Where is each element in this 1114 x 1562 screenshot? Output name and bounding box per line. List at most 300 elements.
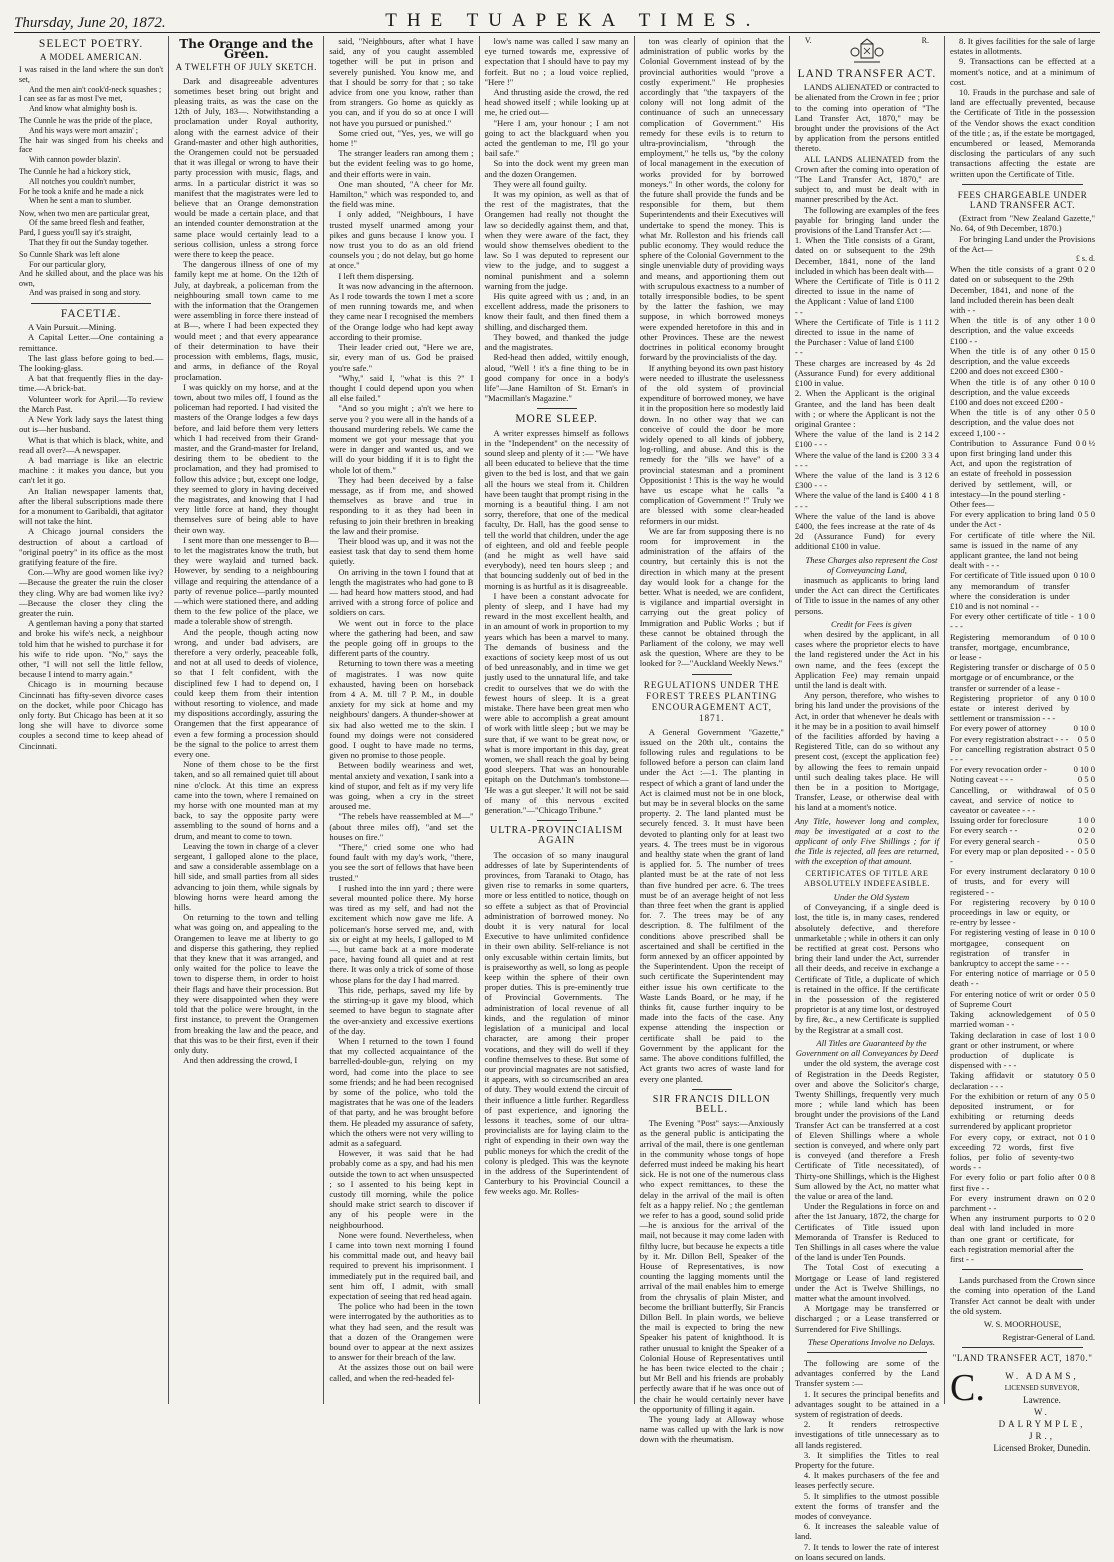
divider (962, 1269, 1083, 1270)
divider (692, 1089, 732, 1090)
advert-line: W. ADAMS, (1005, 1370, 1079, 1381)
fee-row (795, 276, 939, 317)
fee-amount: 0 2 0 (1077, 1192, 1096, 1203)
fee-label: Taking affidavit or statutory declaration - - - (950, 1070, 1074, 1091)
gazette-extract: (Extract from "New Zealand Gazette," No. 64, of 9th December, 1870.) (950, 213, 1096, 234)
poem-line: For he took a knife and he made a nick (19, 186, 144, 196)
divider (807, 1352, 927, 1353)
fee-row (795, 317, 939, 358)
royal-crest-icon (850, 38, 884, 66)
fee-amount: 1 0 0 (1077, 815, 1096, 826)
fee-row (950, 897, 1095, 928)
advantage-item: 3. It simplifies the Titles to real Property for the future. (794, 1449, 940, 1471)
paragraph: The dangerous illness of one of my family kept me at home. On the 12th of July, at daybreak, a policeman from the neighbouring small town came to me with the information that the Orangemen were assembling in force there instead of at B—, where I had been expected they would meet ; and that every appearance of their determination to have their procession with emblems, flags, music, and arms, in defiance of the Royal proclamation. (174, 259, 319, 382)
facetia-item: Chicago is in mourning because Cincinnati has fifty-seven divorce cases on the docket, while poor Chicago has only forty. But Chicago has been at it so long she will have to divorce some couples a second time to keep ahead of Cincinnati. (19, 679, 164, 751)
fee-label: When the title is of any other description, and the value exceeds £100 and does not exceed £200 - (950, 376, 1070, 407)
fee-label: For every registration abstract - - - (950, 733, 1069, 744)
fee-amount: 0 5 0 (1077, 743, 1096, 754)
fee-label: When any instrument purports to deal with land included in more than one grant or certificate, for each registration memorial after the first - - (950, 1213, 1074, 1264)
fee-label: Other fees— (950, 498, 995, 509)
newspaper-title: THE TUAPEKA TIMES. (385, 10, 761, 31)
poem-line: That they fit out the Sunday together. (29, 237, 149, 247)
paragraph: And the people, though acting now wrong, and under bad advisers, are therefore a very orderly, peaceable folk, and not at all used to deeds of violence, so that I felt confident, with the disciplined few I had to depend on, I could keep them from their intention without resorting to violence, and made my dispositions accordingly, assuring the Orangemen that the first appearance of even a few forming a procession should be the signal to the police to arrest them every one. (174, 626, 319, 760)
paragraph: A writer expresses himself as follows in the "Independent" on the necessity of sound sleep and plenty of it :— "We have all been educated to believe that the time given to the bed is lost, and that we gain all the hours we steal from it. Children have been taught that prompt rising in the morning is a beautiful thing. I am not sorry, therefore, that one of the medical faculty, Dr. Hall, has the good sense to tell the world that children, under the age of eighteen, and old and feeble people (and he might as well have said everybody), need ten hours sleep ; and that bouncing suddenly out of bed in the morning is as hurtful as it is disagreeable. (484, 427, 629, 591)
paragraph: However, it was said that he had probably come as a spy, and had his men outside the town to act when unsuspected ; so I assented to his being kept in custody till morning, while the police should make strict search to discover if any of his people were in the neighbourhood. (329, 1148, 474, 1230)
advert-line: LICENSED SURVEYOR, (1004, 1383, 1080, 1392)
poem-title: A MODEL AMERICAN. (40, 52, 143, 63)
fee-row (950, 632, 1095, 663)
paragraph: It was my opinion, as well as that of the rest of the magistrates, that the Orangemen had really not thought the law so decidedly against them, and that, when they were aware of the fact, they would show themselves obedient to the law. So I was deputed to represent our view to the judge, and to suggest a nominal punishment and a solemn warning from the judge. (484, 189, 629, 291)
fee-label: For every power of attorney (950, 723, 1047, 734)
fee-row (795, 235, 939, 276)
advert-line: W. DALRYMPLE, JR., (998, 1406, 1086, 1441)
poem-stanza (19, 167, 163, 205)
paragraph: I left them dispersing. (338, 270, 414, 281)
fee-label: For registering recovery by proceedings in law or equity, or re-entry by lessee - (950, 896, 1070, 928)
fee-amount: 0 5 0 (1077, 835, 1096, 846)
fee-row (950, 968, 1095, 988)
fee-label: When the title is of any other description, and the value does not exceed 1,100 - - (950, 407, 1074, 438)
fee-amount: 0 15 0 (1073, 345, 1096, 356)
forest-trees-heading: REGULATIONS UNDER THE FOREST TREES PLANTING ENCOURAGEMENT ACT, 1871. (643, 679, 780, 723)
facetia-item: A Capital Letter.—One containing a remittance. (19, 332, 164, 353)
poem-stanza (19, 250, 163, 298)
fee-amount: 0 10 0 (1073, 896, 1096, 907)
fee-label: When the title is of any other description, and the value exceeds £100 - - (950, 315, 1074, 346)
advantage-item: 6. It increases the saleable value of land. (794, 1521, 940, 1542)
article-body (329, 36, 473, 1383)
fee-amount: 0 5 0 (1077, 407, 1096, 418)
fee-row (950, 264, 1095, 315)
paragraph: One man shouted, "A cheer for Mr. Hamilton," which was responded to, and the field was mine. (329, 178, 474, 210)
fee-label: Taking declaration in case of lost grant or other instrument, or where production of duplicate is dispensed with - - - (950, 1029, 1074, 1071)
poem-line: Now, when two men are particular great, (19, 208, 150, 218)
paragraph: low's name was called I saw many an eye turned towards me, expressive of expectation that I should have to pay my forfeit. But no ; a loud voice replied, "Here !" (484, 36, 629, 87)
paragraph: At the assizes those out on bail were called, and when the red-headed fel- (329, 1362, 474, 1383)
fee-label: For the exhibition or return of any deposited instrument, or for exhibiting or returning deeds surrendered by applicant proprietor (950, 1090, 1074, 1132)
facetia-item: Con.—Why are good women like ivy? —Because the greater the ruin the closer they cling. Why are bad women like ivy?—Because the closer they cling the greater the ruin. (19, 567, 164, 618)
fee-row (950, 570, 1095, 611)
fee-amount: 0 2 0 (1077, 1213, 1096, 1224)
after-fees (795, 575, 939, 616)
fee-amount: 0 0 ½ (1075, 437, 1096, 448)
poem-line: And was praised in song and story. (29, 288, 141, 298)
divider (962, 184, 1083, 185)
poem-line: And his ways were mort amazin' ; (29, 125, 138, 135)
fee-label: For cancelling registration abstract - - - (950, 743, 1074, 765)
paragraph: His quite agreed with us ; and, in an excellent address, made the prisoners to know their fault, and then fined them a shilling, and discharged them. (484, 291, 629, 332)
fee-row (950, 315, 1095, 346)
fee-amount: 0 0 8 (1077, 1172, 1096, 1183)
fee-label: 1. When the Title consists of a Grant, dated on or subsequent to the 29th December, 1841, none of the land included in which has been dealt with— (794, 235, 936, 276)
fee-label: For every copy, or extract, not exceeding 72 words, first five folios, per folio of seventy-two words - - (950, 1131, 1074, 1173)
fee-amount: 0 5 0 (1077, 968, 1096, 979)
fee-row (950, 662, 1095, 693)
fee-amount: 0 5 0 (1077, 1070, 1096, 1081)
poem-line: For our particular glory, (29, 259, 106, 269)
advantages-intro: The following are some of the advantages conferred by the Land Transfer system :— (794, 1357, 940, 1389)
bringing-land-text: For bringing Land under the Provisions of the Act— (950, 233, 1096, 254)
column-3 (324, 36, 479, 1404)
paragraph: When I returned to the town I found that my collected acquaintance of the barrelled-double-gun, relying on my word, had come into the place to see some friends; and he had been recognised by some of the police, who told the magistrates that he was one of the leaders of that party, and he was brought before them. He pleaded my assurance of safety, which the others were not very willing to admit as a safeguard. (329, 1035, 474, 1148)
advantage-item: 9. Transactions can be effected at a moment's notice, and at a minimum of cost. (950, 56, 1096, 87)
fee-amount: 0 5 0 (1077, 662, 1096, 673)
poem-line: I can see as far as most I've met, (19, 94, 123, 104)
fee-row (950, 1132, 1095, 1173)
poem-line: All notches you couldn't number, (29, 176, 136, 186)
facetiae-heading: FACETIÆ. (60, 308, 122, 321)
fee-amount: 1 0 0 (1077, 611, 1096, 622)
paragraph: I was quickly on my horse, and at the town, about two miles off, I found as the policeman had reported. I had visited the masters of the Orange lodges a few days before, and laid before them very letters which I had received from their Grand-master, and the Grand-master for Ireland, desiring them to be obedient to the proclamation, and they had promised to follow this advice ; but, except one lodge, they seemed to glory in having deceived the magistrates, and knowing that I had very little force at hand, they thought themselves sure of being able to have their own way. (174, 381, 319, 535)
fee-row (950, 1193, 1095, 1213)
paragraph: On arriving in the town I found that at length the magistrates who had gone to B— had heard how matters stood, and had arrived with a strong force of police and soldiers on cars. (329, 566, 474, 618)
poem-stanza (19, 116, 163, 164)
fee-row (950, 530, 1095, 571)
paragraph: None of them chose to be the first taken, and so all remained quiet till about nine o'clock. At this time an express came into the town, where I remained on my horse with one mounted man at my back, to say the opposite party were assembling to the sound of horns and a drum, and meant to come to town. (174, 759, 319, 841)
paragraph: Returning to town there was a meeting of magistrates. I was now quite exhausted, having been on horseback from 4 A. M. till 7 P. M., in double anxiety for my sick at home and my neighbours' dangers. A thunder-shower at six had also wetted me to the skin. I found my doings were not considered good. I ought to have made no terms, given no promise to those people. (329, 658, 474, 761)
fee-row (950, 764, 1095, 774)
paragraph: I sent more than one messenger to B— to let the magistrates know the truth, but they were waylaid and turned back. However, by sending to a neighbouring village and requiring the attendance of a party of revenue police—partly mounted—which were stationed there, and adding them to the few police of the place, we made a tolerable show of strength. (174, 534, 319, 627)
paragraph: I rushed into the inn yard ; there were several mounted police there. My horse was tired as my self, and had not the excitement which now gave me life. A policeman's horse served me, and, with six or eight at my heels, I galloped to M—, but came back at a more moderate pace, having found all quiet and at rest there. It was only a trick of some of those whose plans for the day I had marred. (329, 882, 474, 985)
facetia-item: The last glass before going to bed.—The looking-glass. (19, 352, 164, 374)
fee-row (795, 450, 939, 470)
advantage-item: 2. It renders retrospective investigations of title unnecessary as to all lands registered. (794, 1419, 940, 1450)
article-body (485, 850, 629, 1197)
fee-amount: 3 3 4 (921, 449, 940, 460)
article-body (640, 1118, 784, 1445)
paragraph: The occasion of so many inaugural addresses of late by Superintendents of provinces, from Taranaki to Otago, has given rise to remarks in some quarters, more or less entitled to notice, though on so effete a subject as that of Provincial administration of borrowed money. No doubt it is very natural for local Executive to have unlimited confidence in their own ability. Self-reliance is not only excusable within certain limits, but is praiseworthy as well, so long as people keep within the sphere of their own proper duties. This is pre-eminently true of Provincial Governments. The administration of local revenue of all kinds, and the regulation of minor legislation of a municipal and local character, are among their proper vocations, and they will do well if they confine themselves to these. But some of our provincial magnates are not satisfied, it appears, with so circumscribed an area of duty. They would extend the circuit of their influence a little further. Regardless of past experience, and ignoring the lessons it teaches, some of our ultra-provincialists are for laying claim to the right of expending in their own way the public moneys for which the credit of the colony is pledged. This was the keynote in the address of the Superintendent of Canterbury to his Provincial Council a few weeks ago. Mr. Rolles- (484, 849, 629, 1197)
paragraph: Between bodily weariness and wet, mental anxiety and vexation, I sank into a kind of stupor, and felt as if my very life was going, when a cry in the street aroused me. (329, 760, 474, 812)
paragraph: The stranger leaders ran among them ; but the evident feeling was to go home, and their efforts were in vain. (329, 148, 474, 179)
fee-label: Where the value of the land is £400 - - - (794, 490, 918, 511)
poem-stanza (19, 209, 163, 247)
fee-label: For certificate of Title issued upon any memorandum of transfer where the consideration is under £10 and is not nominal - - (950, 570, 1070, 611)
paragraph: "Here I am, your honour ; I am not going to act the blackguard when you acted the gentleman to me, I'll go your bail safe." (484, 117, 629, 159)
paragraph: LANDS ALIENATED or contracted to be alienated from the Crown in fee ; prior to the coming into operation of "The Land Transfer Act, 1870," may be brought under the provisions of the Act by application from the persons entitled thereto. (794, 82, 940, 154)
paragraph: So into the dock went my green man and the dozen Orangemen. (484, 158, 629, 179)
paragraph: A Mortgage may be transferred or discharged ; or a Lease transferred or Surrendered for Five Shillings. (794, 1303, 940, 1334)
advantages-list (795, 1389, 939, 1562)
paragraph: "The rebels have reassembled at M—" (about three miles off), "and set the houses on fire." (329, 811, 474, 842)
column-1 (14, 36, 169, 1404)
fee-row (950, 377, 1095, 408)
land-transfer-heading: LAND TRANSFER ACT. (797, 68, 937, 80)
poem (19, 65, 163, 298)
paragraph: Leaving the town in charge of a clever sergeant, I galloped alone to the place, and saw a considerable assemblage on a hill side, and small parties from all sides advancing to join them, while signals by blowing horns were heard among the hills. (174, 840, 319, 913)
fee-amount: 1 0 0 (1077, 315, 1096, 326)
fee-row (950, 693, 1095, 724)
fee-row (950, 866, 1095, 897)
paragraph: Under the Regulations in force on and after the 1st January, 1872, the charge for Certificates of Title issued upon Memoranda of Transfer is Reduced to Ten Shillings in all cases where the value of the land is under Ten Pounds. (794, 1201, 940, 1263)
dillon-bell-heading: SIR FRANCIS DILLON BELL. (652, 1093, 771, 1115)
fee-amount: 2 14 2 (917, 429, 940, 440)
fee-row (950, 723, 1095, 733)
fee-label: Where the value of the land is £300 - - - (794, 469, 914, 491)
under-system-text (795, 1058, 939, 1333)
fee-row (950, 734, 1095, 744)
fee-amount: 0 5 0 (1077, 774, 1096, 785)
paragraph: Dark and disagreeable adventures sometimes beset bring out bright and pleasing traits, as was the case on the 12th of July, 183—. Notwithstanding a proclamation under Royal authority, along with the earnest advice of their Grand-master and other high authorities, the Orangemen could not be persuaded that it was illegal or wrong to have their party procession with music, flags, and arms. In a particular district it was so manifest that the magistrates were led to believe that an Orange demonstration would be made a certain place, and that an intended counter demonstration at the same place would certainly lead to a serious collision, unless a strong force were there to keep the peace. (174, 75, 319, 260)
fee-row (795, 470, 939, 490)
fee-row (950, 1009, 1095, 1029)
paragraph: I only added, "Neighbours, I have trusted myself unarmed among your pikes and guns because I know you. I now trust you to do as an old friend counsels you ; do not delay, but go home at once." (329, 209, 474, 271)
fee-label: Taking acknowledgement of married woman - - (950, 1009, 1074, 1030)
fee-row (950, 774, 1095, 784)
fee-amount: Nil. (1081, 529, 1096, 540)
article-body (485, 428, 629, 816)
fee-label: Noting caveat - - - (950, 774, 1014, 785)
fee-amount: 0 5 0 (1077, 784, 1096, 795)
paragraph: Any person, therefore, who wishes to bring his land under the provisions of the Act, in order that whenever he deals with it he may be in a position to avail himself of the facilities afforded by having a Registered Title, can do so without any present cost, (except the application fee) by allowing the fees to remain unpaid until such dealing takes place. He will then be in a position to Mortgage, Transfer, Lease, or otherwise deal with his land at a moment's notice. (794, 690, 940, 813)
paragraph: The Evening "Post" says:—Anxiously as the general public is anticipating the arrival of the mail, there is one gentleman in the community whose tongs of hope deferred must indeed be making his heart sick. He is not one of the numerous class who expect remittances, to these the delay in the arrival of the mail is often felt as a happy relief. No ; the gentleman we refer to has a good, sound solid pride—he is anxious for the arrival of the mail, not because it may come laden with filthy lucre, but because he expects a title by it. Mr. Dillon Bell, Speaker of the House of Representatives, is now counting the lagging moments until the arrival of the mail enables him to emerge from the chrysalis of plain Mister, and become the brilliant butterfly, Sir Francis Dillon Bell. In plain words, we believe the mail is expected to bring the new Speaker his patent of knighthood. It is rather unusual to knight the Speaker of a Colonial House of Representatives until he has been twice elected to the chair ; but Mr Bell and his friends are probably perfectly aware that if he was once out of the chair he would certainly never have the opportunity of filling it again. (639, 1118, 784, 1414)
no-delays-heading: These Operations Involve no Delays. (807, 1336, 936, 1347)
any-title-text: Any Title, however long and complex, may be investigated at a cost to the applicant of only Five Shillings ; for if the Title is rejected, all fees are returned, with the exception of that amount. (794, 815, 940, 867)
poem-line: I was raised in the land where the sun don't set, (19, 65, 164, 84)
fee-row (950, 836, 1095, 846)
issue-date: Thursday, June 20, 1872. (14, 15, 166, 31)
paragraph: The young lady at Alloway whose name was called up with the lark is now down with the rheumatism. (639, 1414, 784, 1445)
paragraph: This ride, perhaps, saved my life by the stirring-up it gave my blood, which seemed to have begun to stagnate after the over-anxiety and excessive exertions of the day. (329, 984, 474, 1036)
fee-amount: 1 0 0 (1077, 1029, 1096, 1040)
fee-label: For entering notice of marriage or death - - (950, 968, 1074, 989)
paragraph: None were found. Nevertheless, when I came into town next morning I found his committal made out, and heavy bail required to prevent his imprisonment. I immediately put in the required bail, and sent him off, I admit, with small expectation of seeing that red head again. (329, 1229, 474, 1301)
fee-row (950, 927, 1095, 968)
fee-label: For registering vesting of lease in mortgagee, consequent on registration of transfer in bankruptcy to accept the same - - - (950, 927, 1070, 969)
facetia-item: Volunteer work for April.—To review the March Past. (19, 393, 164, 414)
article-body (174, 76, 318, 1066)
cipher-v: V. (804, 36, 812, 45)
fee-row (950, 989, 1095, 1009)
ad-heading: "LAND TRANSFER ACT, 1870." (952, 1353, 1093, 1364)
facetia-item: A New York lady says the latest thing out is—her husband. (19, 414, 164, 435)
fee-amount: 0 10 0 (1073, 866, 1096, 877)
facetia-item: What is that which is black, white, and read all over?—A newspaper. (19, 434, 164, 455)
fee-amount: 0 5 0 (1077, 1090, 1096, 1101)
fee-amount: 0 10 0 (1073, 927, 1096, 938)
fee-amount: 0 10 0 (1073, 764, 1096, 775)
old-system-text (795, 902, 939, 1035)
advantage-item: 5. It simplifies to the utmost possible extent the forms of transfer and the modes of conveyance. (794, 1490, 940, 1522)
column-7 (945, 36, 1100, 1453)
fee-row (950, 846, 1095, 866)
article-body (485, 36, 629, 403)
fee-row (950, 1030, 1095, 1071)
paragraph: We went out in force to the place where the gathering had been, and saw the people going off in groups to the different parts of the country. (329, 617, 474, 659)
paragraph: I have been a constant advocate for plenty of sleep, and I have had my reward in the most excellent health, and in an amount of work in proportion to my years which has been a marvel to many. The demands of business and the exactions of society keep most of us out of bed unreasonably, and in time we get justly used to the unnatural life, and take credit to ourselves that we do with the fewest hours of sleep. It is a great mistake. There have been great men who were able to accomplish a great amount of work with little sleep ; but we may be sure that, if we want to be great now, or what is more important in this day, great women, we shall reach the goal by being good sleepers. That was an honourable epitaph on the Dutchman's tombstone— 'He was a gut sleeper.' It will not be said of many of this nervous excited generation."—"Chicago Tribune." (484, 590, 629, 816)
facetia-item: A Vain Pursuit.—Mining. (28, 322, 117, 333)
column-4 (480, 36, 635, 1404)
fees-chargeable-heading: FEES CHARGEABLE UNDER LAND TRANSFER ACT. (957, 189, 1088, 211)
fee-schedule (950, 264, 1095, 1264)
paragraph: "And so you might ; a'n't we here to serve you ? you were all in the hands of a thousand murdering rebels. We came the moment we got your message that you were in danger and wanted us, and we will do your bidding if it is to fight the whole lot of them." (329, 403, 474, 475)
poem-line: Of the same breed flesh and feather, (29, 218, 145, 228)
signature-name: W. S. MOORHOUSE, (983, 1318, 1062, 1329)
divider (962, 1347, 1083, 1348)
fee-label: Issuing order for foreclosure (950, 815, 1049, 826)
fee-row (950, 499, 1095, 509)
columns (14, 36, 1100, 1562)
fee-examples (795, 235, 939, 551)
advantages-continued (950, 36, 1095, 179)
paragraph: "Why," said I, "what is this ?" I thought I could depend upon you when all else failed." (329, 372, 474, 404)
article-body (640, 727, 784, 1084)
fee-label: For every revocation order - (950, 764, 1047, 775)
fee-label: Contribution to Assurance Fund upon first bringing land under this Act, and upon the registration of an estate of freehold in possession derived by settlement, will, or intestacy—In the pound sterling - (950, 437, 1072, 499)
fee-row (795, 490, 939, 510)
paragraph: ALL LANDS ALIENATED from the Crown after the coming into operation of "The Land Transfer Act, 1870," are subject to, and must be dealt with in manner prescribed by the Act. (794, 153, 940, 205)
fee-label: Cancelling, or withdrawal of caveat, and service of notice to caveator or caveatee - - - (950, 784, 1074, 816)
fee-row (950, 346, 1095, 377)
certificates-heading: CERTIFICATES OF TITLE ARE ABSOLUTELY INDEFEASIBLE. (803, 868, 931, 888)
divider (537, 820, 577, 821)
advantage-item: 8. It gives facilities for the sale of large estates in allotments. (950, 36, 1096, 57)
fee-label: For every search - - (950, 825, 1018, 836)
paragraph: We are far from supposing there is no room for improvement in the administration of the affairs of the country, but certainly this is not the direction in which many at the present day would look for a change for the better. What is needed, we are confident, is vigilance and impartial oversight in carrying out the great policy of Immigration and Public Works ; but if these cannot be obtained through the Parliament of the colony, we may well ask the question, Where are they to be looked for ?—"Auckland Weekly News." (639, 525, 784, 669)
paragraph: inasmuch as applicants to bring land under the Act can direct the Certificates of Title to issue in the names of any other persons. (794, 574, 940, 616)
surveyor-advert (950, 1366, 1095, 1454)
fee-amount: 0 5 0 (1077, 509, 1096, 520)
article-body (640, 36, 784, 669)
paragraph: And then addressing the crowd, I (183, 1055, 298, 1066)
paragraph: They were all found guilty. (493, 178, 587, 189)
divider (692, 674, 732, 675)
fee-label: Registering transfer or discharge of mortgage or of encumbrance, or the transfer or surrender of a lease - (950, 662, 1074, 693)
fee-row (795, 358, 939, 389)
italic-note: These Charges also represent the Cost of Conveyancing Land, (805, 554, 938, 575)
fee-label: For every folio or part folio after first five - - (950, 1172, 1074, 1193)
fee-amount: 0 10 0 (1073, 723, 1096, 734)
fee-label: Registering memorandum of transfer, mortgage, encumbrance, or lease - (950, 631, 1070, 662)
poem-line: Pard, I guess you'll say it's straight, (19, 227, 132, 237)
fee-amount: 0 11 2 (917, 276, 940, 287)
fee-row (950, 1213, 1095, 1264)
advantage-item: 10. Frauds in the purchase and sale of land are effectually prevented, because the Certificate of Title in the possession of the Vendor shows the exact condition of the title ; as, if the estate be mortgaged, encumbered or leased, Memoranda disclosing the particulars of any such transactions affecting the estate are written upon the Certificate of Title. (950, 87, 1096, 179)
advert-text (989, 1370, 1095, 1454)
fee-amount: 0 5 0 (1077, 845, 1096, 856)
fee-label: For every application to bring land under the Act - (950, 509, 1074, 530)
fee-label: Where the value of the land is above £400, the fees increase at the rate of 4s 2d (Assurance Fund) for every additional £100 in value. (794, 510, 936, 552)
fee-row (950, 825, 1095, 835)
fee-amount: 0 10 0 (1073, 376, 1096, 387)
fee-amount: 1 11 2 (917, 316, 940, 327)
column-5 (635, 36, 790, 1445)
select-poetry-heading: SELECT POETRY. (38, 38, 144, 50)
poem-stanza (19, 65, 163, 113)
fee-amount: 0 5 0 (1077, 988, 1096, 999)
royal-cipher (795, 36, 939, 66)
advantage-item: 1. It secures the principal benefits and advantages sought to be attained in a system of registration of deeds. (794, 1388, 940, 1419)
crown-land-note: Lands purchased from the Crown since the coming into operation of the Land Transfer Act cannot be dealt with under the old system. (950, 1275, 1096, 1316)
fee-amount: 0 1 0 (1077, 1131, 1096, 1142)
fee-label: Registering proprietor of any estate or interest derived by settlement or transmission - - - (950, 692, 1070, 724)
paragraph: Their blood was up, and it was not the easiest task that day to send them home quietly. (329, 535, 474, 567)
fee-row (950, 407, 1095, 438)
facetia-item: A bat that frequently flies in the day-time.—A brick-bat. (19, 373, 164, 394)
ultra-provincialism-heading: ULTRA-PROVINCIALISM AGAIN (490, 825, 624, 847)
more-sleep-heading: MORE SLEEP. (515, 413, 598, 426)
masthead (14, 8, 1100, 33)
credit-heading: Credit for Fees is given (831, 618, 912, 629)
advantage-item: 7. It tends to lower the rate of interest on loans secured on lands. (794, 1541, 940, 1562)
paragraph: when desired by the applicant, in all cases where the proprietor elects to have the land registered under the Act in his own name, and the fees (except the Application Fee) may remain unpaid until the land is dealt with. (794, 628, 940, 690)
fee-label: Where the Certificate of Title is directed to issue in the name of the Applicant : Value of land £100 - - (794, 276, 914, 317)
fee-label: Where the value of the land is £200 - - - (794, 449, 918, 470)
poem-line: With cannon powder blazin'. (29, 154, 121, 164)
divider (537, 408, 577, 409)
facetiae-list (19, 322, 163, 751)
paragraph: They bowed, and thanked the judge and the magistrates. (484, 331, 629, 353)
fee-row (950, 611, 1095, 631)
poem-line: The hair was singed from his cheeks and face (19, 135, 164, 155)
fee-label: When the title is of any other description, and the value exceeds £200 and does not exceed £300 - (950, 345, 1070, 377)
facetia-item: A bad marriage is like an electric machine : it makes you dance, but you can't let it go. (19, 454, 164, 486)
paragraph: "There," cried some one who had found fault with my day's work, "there, you see the sort of fellows that have been trusted." (329, 842, 474, 883)
fee-row (795, 388, 939, 429)
paragraph: The following are examples of the fees payable for bringing land under the provisions of the Land Transfer Act :— (794, 204, 940, 236)
fee-row (795, 511, 939, 552)
fee-row (950, 1172, 1095, 1192)
facetia-item: An Italian newspaper laments that, after the liberal subscriptions made there for a monument to Garibaldi, that agitator will not take the hint. (19, 485, 164, 527)
column-2 (169, 36, 324, 1404)
fee-amount: 0 5 0 (1077, 733, 1096, 744)
paragraph: Some cried out, "Yes, yes, we will go home !" (329, 127, 474, 149)
fee-amount: 0 2 0 (1077, 825, 1096, 836)
fee-label: When the title consists of a grant dated on or subsequent to the 29th December, 1841, and none of the land included therein has been dealt with - - (950, 264, 1074, 316)
fee-amount: 0 10 0 (1073, 631, 1096, 642)
fee-amount: 4 1 8 (921, 490, 940, 501)
column-6 (790, 36, 945, 1562)
fee-row (950, 438, 1095, 499)
fee-row (950, 1091, 1095, 1132)
poem-line: The Cunnle he was the pride of the place, (19, 116, 153, 126)
fee-label: 2. When the Applicant is the original Grantee, and the land has been dealt with ; or where the Applicant is not the original Grantee : (794, 388, 936, 429)
currency-header: £ s. d. (1075, 254, 1096, 264)
fee-label: For certificate of title where the same is issued in the name of any applicant grantee, the land not being dealt with - - - (950, 529, 1078, 571)
fee-label: Where the Certificate of Title is directed to issue in the name of the Purchaser : Value of land £100 - - (794, 316, 914, 358)
credit-text (795, 629, 939, 813)
fee-label: For every general search - (950, 835, 1040, 846)
poem-line: When he sent a man to slumber. (29, 196, 132, 206)
paragraph: If anything beyond its own past history were needed to illustrate the uselessness of the old system of provincial expenditure of borrowed money, we have it in the proposition here so modestly laid down. In no other way that we can conceive of could the door be more widely opened to all kinds of jobbery, log-rolling, and abuse. And this is the remedy for the "ills we have" of a provincial statesman and a prominent Oppositionist ! This is the way he would have us escape what he calls "a complication of Government !" Truly we are blessed with some clear-headed reformers in our midst. (639, 362, 784, 526)
paragraph: On returning to the town and telling what was going on, and appealing to the Orangemen to leave me at liberty to go and disperse this gathering, they replied that they knew that it was arranged, and only waited for the police to leave the town to disperse them, in order to hoist their flags and have their procession. But they were disappointed when they were told that the police were brought, in the first instance, to prevent the Orangemen from breaking the law and the peace, and that this was to be their first, even if their only duty. (174, 912, 319, 1055)
paragraph: Red-head then added, wittily enough, aloud, "Well ! it's a fine thing to be in good company for once in a body's life"—Jane Hamilton of St. Ernan's in "Macmillan's Magazine." (484, 352, 629, 404)
fee-label: These charges are increased by 4s 2d (Assurance Fund) for every additional £100 in value. (794, 357, 936, 389)
paragraph: The police who had been in the town were interrogated by the authorities as to what they had seen, and the result was that a dozen of the Orangemen were bound over to appear at the next assizes to answer for their breach of the law. (329, 1301, 474, 1363)
signature-title: Registrar-General of Land. (1002, 1332, 1096, 1343)
intro-text (795, 82, 939, 235)
fee-row (950, 744, 1095, 764)
article-heading: The Orange and the Green. (179, 37, 314, 62)
paragraph: A General Government "Gazette," issued on the 20th ult., contains the following rules and regulations to be followed before a person can claim land under the Act :—1. The planting in respect of which a grant of land under the Act is claimed must not be in one block, but may be in several blocks on the same property. 2. The land planted must be securely fenced. 3. It must have been devoted to planting only for at least two years. 4. The trees must be in vigorous and healthy state when the grant of land is applied for. 5. The number of trees planted must be at the rate of not less than five hundred per acre. 6. The trees must be of an average height of not less than three feet when the grant is applied for. 7. The trees may be of any description. 8. The fulfilment of the conditions above prescribed shall be ascertained and shall be certified in the form annexed by an officer appointed by the Superintendent. Upon the receipt of such certificate the Superintendent may either issue his own certificate to the Waste Lands Board, or he may, if he thinks fit, cause further inquiry to be made into the facts of the case. Any expense attending the inspection or certificate shall be paid to the Government by the applicant for the same. The above conditions fulfilled, the Act grants two acres of waste land for every one planted. (639, 726, 784, 1084)
fee-amount: 0 5 0 (1077, 1009, 1096, 1020)
paragraph: ton was clearly of opinion that the administration of public works by the Colonial Government instead of by the provincial authorities would "prove a costly experiment." He prophesies accordingly that "the taxpayers of the colony will not long admit of the continuance of such an unnecessary complication of Government." His remedy for these evils is to return to ultra-provincialism, "through the employment," he tells us, "by the colony of local management in the execution of works provided for by borrowed moneys." In other words, the colony for the future shall provide the funds and be responsible for them, but them Superintendents and their Executives will undertake to spend the money. This is what Mr. Rolleston and his friends call public economy. They would reduce the sphere of the Colonial Government to the single unenviable duty of providing ways and means, and apportioning them out with scrupulous exactness to a number of totally irresponsible bodies, to be spent by the latter the fashion, we may suppose, in which borrowed moneys were expended heretofore in this and in other Provinces. These are the newest doctrines in political economy brought forward by the provincialists of the day. (639, 36, 784, 363)
paragraph: Their leader cried out, "Here we are, sir, every man of us. God be praised you're safe." (329, 342, 474, 373)
paragraph: of Conveyancing, if a single deed is lost, the title is, in many cases, rendered absolutely defective, and therefore unmarketable ; while in others it can only be rectified at great cost. Persons who bring their land under the Act, surrender all their deeds, and receive in exchange a Certificate of Title, a duplicate of which is retained in the office. If the certificate in the possession of the registered proprietor is at any time lost, or destroyed by fire, &c., a new Certificate is supplied by the Registrar at a small cost. (794, 902, 940, 1035)
advert-initial: C. (950, 1366, 985, 1409)
poem-line: And know what almighty bosh is. (29, 103, 137, 113)
fee-label: For every other certificate of title - - - - (950, 611, 1074, 632)
advert-line: Licensed Broker, Dunedin. (993, 1442, 1091, 1453)
fee-row (950, 815, 1095, 825)
poem-line: And the men ain't cook'd-neck squashes ; (29, 84, 162, 94)
fee-row (950, 1070, 1095, 1090)
paragraph: It was now advancing in the afternoon. As I rode towards the town I met a score of men running towards me, and when they came near I recognised the members of the Orange lodge who had kept away according to their promise. (329, 280, 474, 342)
fee-label: For every instrument declaratory of trusts, and for every will registered - - (950, 866, 1070, 897)
fee-label: For entering notice of writ or order of Supreme Court (950, 988, 1074, 1009)
paragraph: The Total Cost of executing a Mortgage or Lease of land registered under the Act is Twelve Shillings, no matter what the amount involved. (794, 1262, 940, 1303)
divider (31, 303, 151, 304)
fee-row (950, 785, 1095, 816)
